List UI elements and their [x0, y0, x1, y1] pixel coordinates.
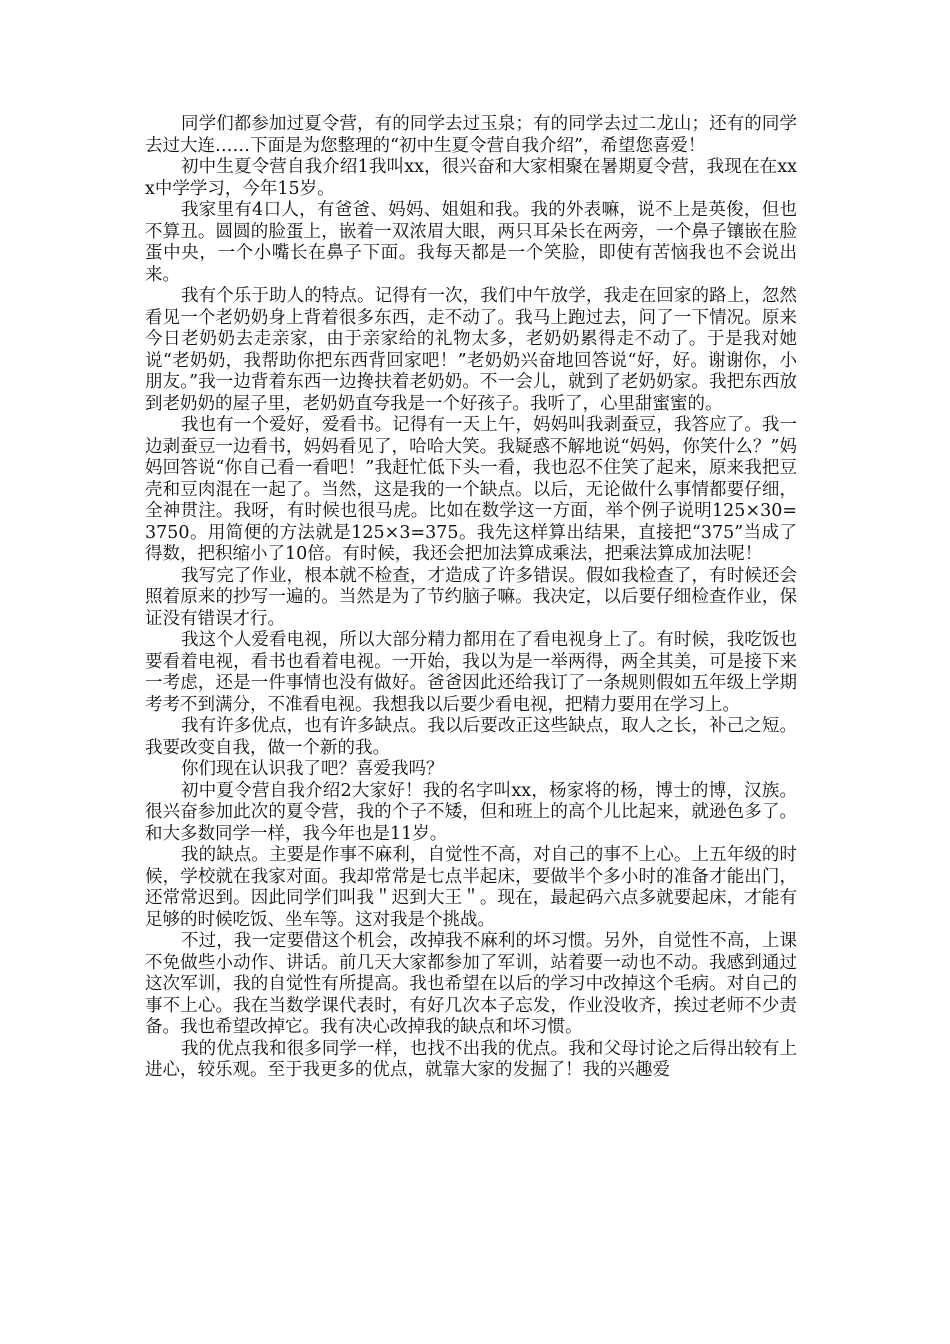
paragraph-intro-2: 初中夏令营自我介绍2大家好！我的名字叫xx，杨家将的杨，博士的博，汉族。很兴奋参加此次的夏令营，我的个子不矮，但和班上的高个儿比起来，就逊色多了。和大多数同学一样，我今年也是11岁。 [145, 780, 797, 844]
paragraph-intro-1: 初中生夏令营自我介绍1我叫xx，很兴奋和大家相聚在暑期夏令营，我现在在xxx中学学习，今年15岁。 [145, 157, 797, 199]
paragraph-helping: 我有个乐于助人的特点。记得有一次，我们中午放学，我走在回家的路上，忽然看见一个老奶奶身上背着很多东西，走不动了。我马上跑过去，问了一下情况。原来今日老奶奶去走亲家，由于亲家给的礼物太多，老奶奶累得走不动了。于是我对她说“老奶奶，我帮助你把东西背回家吧！”老奶奶兴奋地回答说“好，好。谢谢你，小朋友。”我一边背着东西一边搀扶着老奶奶。不一会儿，就到了老奶奶家。我把东西放到老奶奶的屋子里，老奶奶直夸我是一个好孩子。我听了，心里甜蜜蜜的。 [145, 286, 797, 414]
paragraph-reading: 我也有一个爱好，爱看书。记得有一天上午，妈妈叫我剥蚕豆，我答应了。我一边剥蚕豆一边看书，妈妈看见了，哈哈大笑。我疑惑不解地说“妈妈，你笑什么？”妈妈回答说“你自己看一看吧！”我赶忙低下头一看，我也忍不住笑了起来，原来我把豆壳和豆肉混在一起了。当然，这是我的一个缺点。以后，无论做什么事情都要仔细，全神贯注。我呀，有时候也很马虎。比如在数学这一方面，举个例子说明125×30=3750。用简便的方法就是125×3=375。我先这样算出结果，直接把“375”当成了得数，把积缩小了10倍。有时候，我还会把加法算成乘法，把乘法算成加法呢！ [145, 415, 797, 564]
paragraph-family: 我家里有4口人，有爸爸、妈妈、姐姐和我。我的外表嘛，说不上是英俊，但也不算丑。圆圆的脸蛋上，嵌着一双浓眉大眼，两只耳朵长在两旁，一个鼻子镶嵌在脸蛋中央，一个小嘴长在鼻子下面。我每天都是一个笑脸，即使有苦恼我也不会说出来。 [145, 200, 797, 285]
paragraph-homework: 我写完了作业，根本就不检查，才造成了许多错误。假如我检查了，有时候还会照着原来的抄写一遍的。当然是为了节约脑子嘛。我决定，以后要仔细检查作业，保证没有错误才行。 [145, 565, 797, 629]
paragraph-improvement: 不过，我一定要借这个机会，改掉我不麻利的坏习惯。另外，自觉性不高，上课不免做些小动作、讲话。前几天大家都参加了军训，站着要一动也不动。我感到通过这次军训，我的自觉性有所提高。我也希望在以后的学习中改掉这个毛病。对自己的事不上心。我在当数学课代表时，有好几次本子忘发，作业没收齐，挨过老师不少责备。我也希望改掉它。我有决心改掉我的缺点和坏习惯。 [145, 931, 797, 1037]
paragraph-question: 你们现在认识我了吧？喜爱我吗？ [181, 759, 444, 779]
paragraph-merits: 我的优点我和很多同学一样，也找不出我的优点。我和父母讨论之后得出较有上进心，较乐观。至于我更多的优点，就靠大家的发掘了！我的兴趣爱 [145, 1038, 797, 1080]
paragraph-tv: 我这个人爱看电视，所以大部分精力都用在了看电视身上了。有时候，我吃饭也要看着电视，看书也看着电视。一开始，我以为是一举两得，两全其美，可是接下来一考虑，还是一件事情也没有做好。爸爸因此还给我订了一条规则假如五年级上学期考考不到满分，不准看电视。我想我以后要少看电视，把精力要用在学习上。 [145, 630, 797, 715]
document-body [145, 114, 797, 1082]
paragraph-strengths-weaknesses: 我有许多优点，也有许多缺点。我以后要改正这些缺点，取人之长，补己之短。我要改变自我，做一个新的我。 [145, 716, 797, 758]
paragraph-shortcomings: 我的缺点。主要是作事不麻利，自觉性不高，对自己的事不上心。上五年级的时候，学校就在我家对面。我却常常是七点半起床，要做半个多小时的准备才能出门，还常常迟到。因此同学们叫我＂迟到大王＂。现在，最起码六点多就要起床，才能有足够的时候吃饭、坐车等。这对我是个挑战。 [145, 845, 797, 930]
paragraph-intro: 同学们都参加过夏令营，有的同学去过玉泉；有的同学去过二龙山；还有的同学去过大连……下面是为您整理的“初中生夏令营自我介绍”，希望您喜爱！ [145, 114, 797, 156]
